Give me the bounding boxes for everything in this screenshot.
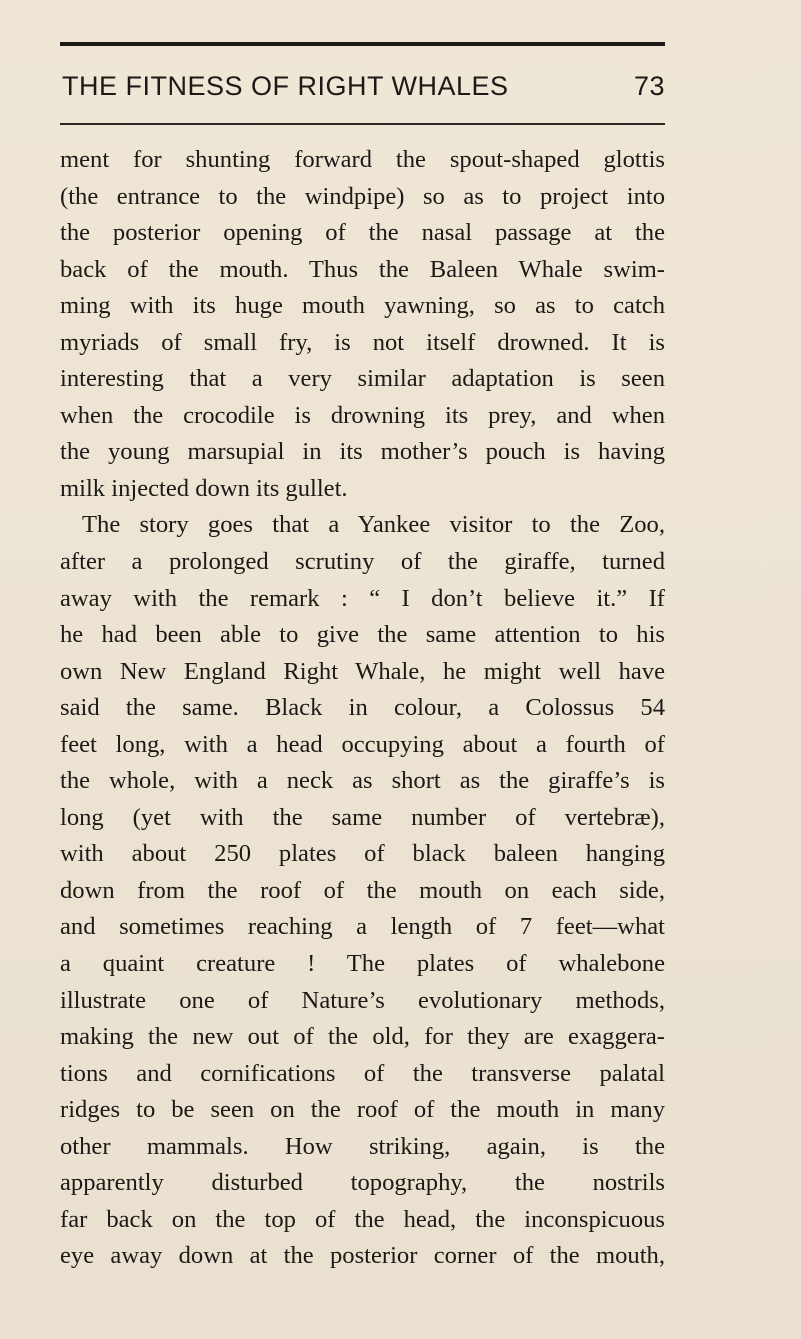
text-line: ridges to be seen on the roof of the mouth in many: [60, 1096, 665, 1124]
text-line: the posterior opening of the nasal passage at the: [60, 219, 665, 247]
text-line: other mammals. How striking, again, is the: [60, 1132, 665, 1160]
text-line: tions and cornifications of the transverse palatal: [60, 1059, 665, 1087]
text-line: he had been able to give the same attention to his: [60, 621, 665, 649]
text-line: with about 250 plates of black baleen hanging: [60, 840, 665, 868]
top-rule: [60, 42, 665, 46]
body-text: [60, 142, 665, 1275]
text-line: own New England Right Whale, he might well have: [60, 657, 665, 685]
text-line: far back on the top of the head, the inconspicuous: [60, 1205, 665, 1233]
running-header: [60, 64, 665, 108]
text-line: a quaint creature ! The plates of whalebone: [60, 950, 665, 978]
text-line: ming with its huge mouth yawning, so as to catch: [60, 292, 665, 320]
text-line: feet long, with a head occupying about a fourth of: [60, 730, 665, 758]
text-line: and sometimes reaching a length of 7 feet—what: [60, 913, 665, 941]
text-line: interesting that a very similar adaptation is seen: [60, 365, 665, 393]
text-line: myriads of small fry, is not itself drowned. It is: [60, 328, 665, 356]
text-line: the young marsupial in its mother’s pouch is having: [60, 438, 665, 466]
text-line: long (yet with the same number of vertebræ),: [60, 803, 665, 831]
running-title: THE FITNESS OF RIGHT WHALES: [62, 71, 509, 101]
page-number: 73: [633, 71, 665, 101]
text-line: eye away down at the posterior corner of the mouth,: [60, 1242, 665, 1270]
text-line: The story goes that a Yankee visitor to the Zoo,: [82, 511, 665, 539]
header-rule: [60, 123, 665, 125]
text-line: apparently disturbed topography, the nostrils: [60, 1169, 665, 1197]
text-line: after a prolonged scrutiny of the giraffe, turned: [60, 548, 665, 576]
text-line: away with the remark : “ I don’t believe it.” If: [60, 584, 665, 612]
text-line: milk injected down its gullet.: [60, 474, 348, 502]
text-line: the whole, with a neck as short as the giraffe’s is: [60, 767, 665, 795]
text-line: ment for shunting forward the spout-shaped glottis: [60, 146, 665, 173]
text-line: down from the roof of the mouth on each side,: [60, 876, 665, 904]
text-line: when the crocodile is drowning its prey, and when: [60, 401, 665, 429]
text-line: making the new out of the old, for they are exaggera-: [60, 1023, 665, 1051]
text-line: (the entrance to the windpipe) so as to project into: [60, 182, 665, 210]
text-line: back of the mouth. Thus the Baleen Whale swim-: [60, 255, 665, 283]
text-line: said the same. Black in colour, a Colossus 54: [60, 694, 665, 722]
text-line: illustrate one of Nature’s evolutionary methods,: [60, 986, 665, 1014]
